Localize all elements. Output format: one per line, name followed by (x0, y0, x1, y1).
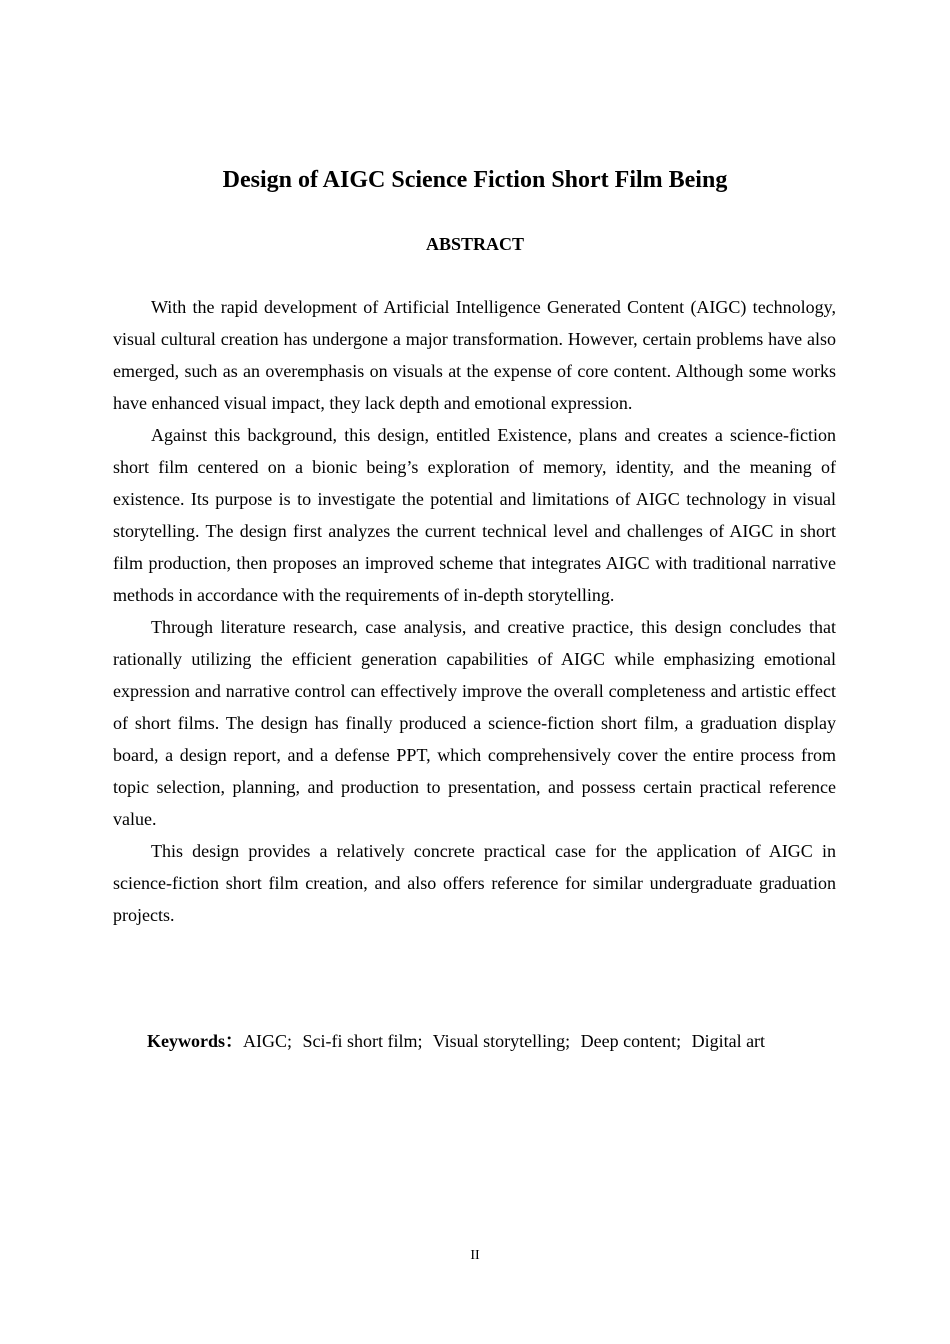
abstract-paragraph-1: With the rapid development of Artificial Intelligence Generated Content (AIGC) technology, visual cultural creation has undergone a major transformation. However, certain problems have also emerged, such as an overemphasis on visuals at the expense of core content. Although some works have enhanced visual impact, they lack depth and emotional expression. (113, 297, 836, 413)
abstract-paragraph-3: Through literature research, case analysis, and creative practice, this design concludes that rationally utilizing the efficient generation capabilities of AIGC while emphasizing emotional expression and narrative control can effectively improve the overall completeness and artistic effect of short films. The design has finally produced a science-fiction short film, a graduation display board, a design report, and a defense PPT, which comprehensively cover the entire process from topic selection, planning, and production to presentation, and possess certain practical reference value. (113, 617, 836, 829)
abstract-body (113, 291, 836, 931)
abstract-paragraph-2: Against this background, this design, entitled Existence, plans and creates a science-fiction short film centered on a bionic being’s exploration of memory, identity, and the meaning of existence. Its purpose is to investigate the potential and limitations of AIGC technology in visual storytelling. The design first analyzes the current technical level and challenges of AIGC in short film production, then proposes an improved scheme that integrates AIGC with traditional narrative methods in accordance with the requirements of in-depth storytelling. (113, 425, 836, 605)
abstract-paragraph-4: This design provides a relatively concrete practical case for the application of AIGC in science-fiction short film creation, and also offers reference for similar undergraduate graduation projects. (113, 841, 836, 925)
keyword-item: Digital art (691, 1031, 766, 1051)
keyword-item: Deep content; (580, 1031, 682, 1051)
keywords-label: Keywords： (147, 1031, 243, 1051)
page-number: II (470, 1248, 480, 1263)
keyword-item: AIGC; (243, 1031, 292, 1051)
document-title: Design of AIGC Science Fiction Short Film Being (222, 167, 728, 193)
abstract-heading: ABSTRACT (425, 234, 525, 254)
keyword-item: Visual storytelling; (432, 1031, 571, 1051)
keyword-item: Sci-fi short film; (302, 1031, 423, 1051)
keywords-line (147, 1027, 847, 1055)
